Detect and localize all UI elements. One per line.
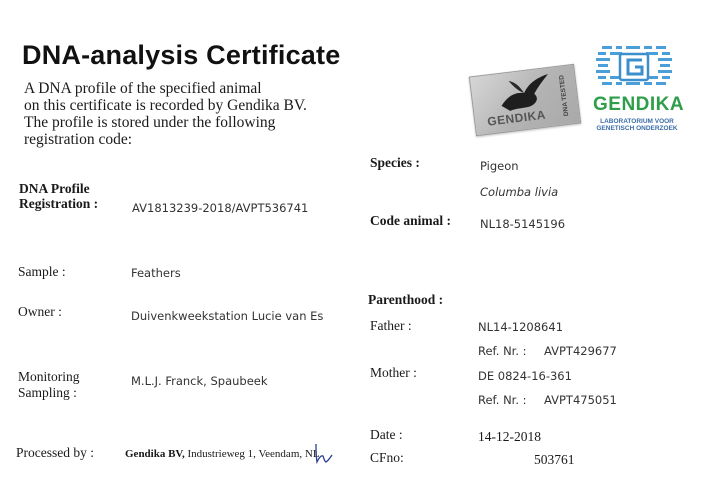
registration-label-1: DNA Profile bbox=[19, 181, 90, 196]
mother-ref-value: AVPT475051 bbox=[544, 393, 617, 407]
mother-value: DE 0824-16-361 bbox=[478, 369, 572, 383]
gendika-logo-icon bbox=[596, 44, 672, 90]
badge-word: GENDIKA bbox=[486, 107, 547, 129]
processed-address: Industrieweg 1, Veendam, NL bbox=[187, 448, 320, 460]
processed-value bbox=[125, 448, 320, 460]
intro-line-4: registration code: bbox=[24, 131, 133, 148]
species-value: Pigeon bbox=[480, 159, 519, 173]
gendika-logo-subtitle: LABORATORIUM VOOR GENETISCH ONDERZOEK bbox=[596, 118, 678, 132]
code-value: NL18-5145196 bbox=[480, 217, 566, 231]
sample-value: Feathers bbox=[131, 266, 181, 280]
father-ref-label: Ref. Nr. : bbox=[478, 344, 527, 358]
badge-side-text: DNA TESTED bbox=[558, 74, 571, 117]
certificate-title: DNA-analysis Certificate bbox=[22, 40, 341, 70]
monitoring-label-1: Monitoring bbox=[18, 369, 80, 384]
date-value: 14-12-2018 bbox=[478, 429, 541, 444]
cfno-value: 503761 bbox=[534, 452, 575, 467]
intro-text bbox=[24, 80, 307, 148]
code-label: Code animal : bbox=[370, 213, 451, 228]
cfno-label: CFno: bbox=[370, 450, 404, 465]
registration-value: AV1813239-2018/AVPT536741 bbox=[132, 201, 309, 215]
processed-company: Gendika BV, bbox=[125, 448, 185, 460]
father-ref-value: AVPT429677 bbox=[544, 344, 617, 358]
dna-tested-badge bbox=[469, 64, 582, 136]
signature-icon bbox=[310, 440, 334, 466]
species-label: Species : bbox=[370, 155, 420, 170]
sample-label: Sample : bbox=[18, 264, 66, 279]
intro-line-3: The profile is stored under the following bbox=[24, 114, 276, 131]
mother-ref-label: Ref. Nr. : bbox=[478, 393, 527, 407]
processed-label: Processed by : bbox=[16, 445, 94, 460]
owner-label: Owner : bbox=[18, 304, 62, 319]
father-value: NL14-1208641 bbox=[478, 320, 564, 334]
monitoring-label-2: Sampling : bbox=[18, 385, 77, 400]
intro-line-1: A DNA profile of the specified animal bbox=[24, 80, 262, 97]
date-label: Date : bbox=[370, 427, 403, 442]
father-label: Father : bbox=[370, 318, 412, 333]
species-latin: Columba livia bbox=[480, 185, 559, 199]
monitoring-value: M.L.J. Franck, Spaubeek bbox=[131, 374, 268, 388]
owner-value: Duivenkweekstation Lucie van Es bbox=[131, 309, 324, 323]
intro-line-2: on this certificate is recorded by Gendika BV. bbox=[24, 97, 307, 114]
registration-label-2: Registration : bbox=[19, 196, 99, 211]
mother-label: Mother : bbox=[370, 365, 417, 380]
parenthood-label: Parenthood : bbox=[368, 292, 444, 307]
gendika-logo-text: GENDIKA bbox=[593, 94, 685, 115]
